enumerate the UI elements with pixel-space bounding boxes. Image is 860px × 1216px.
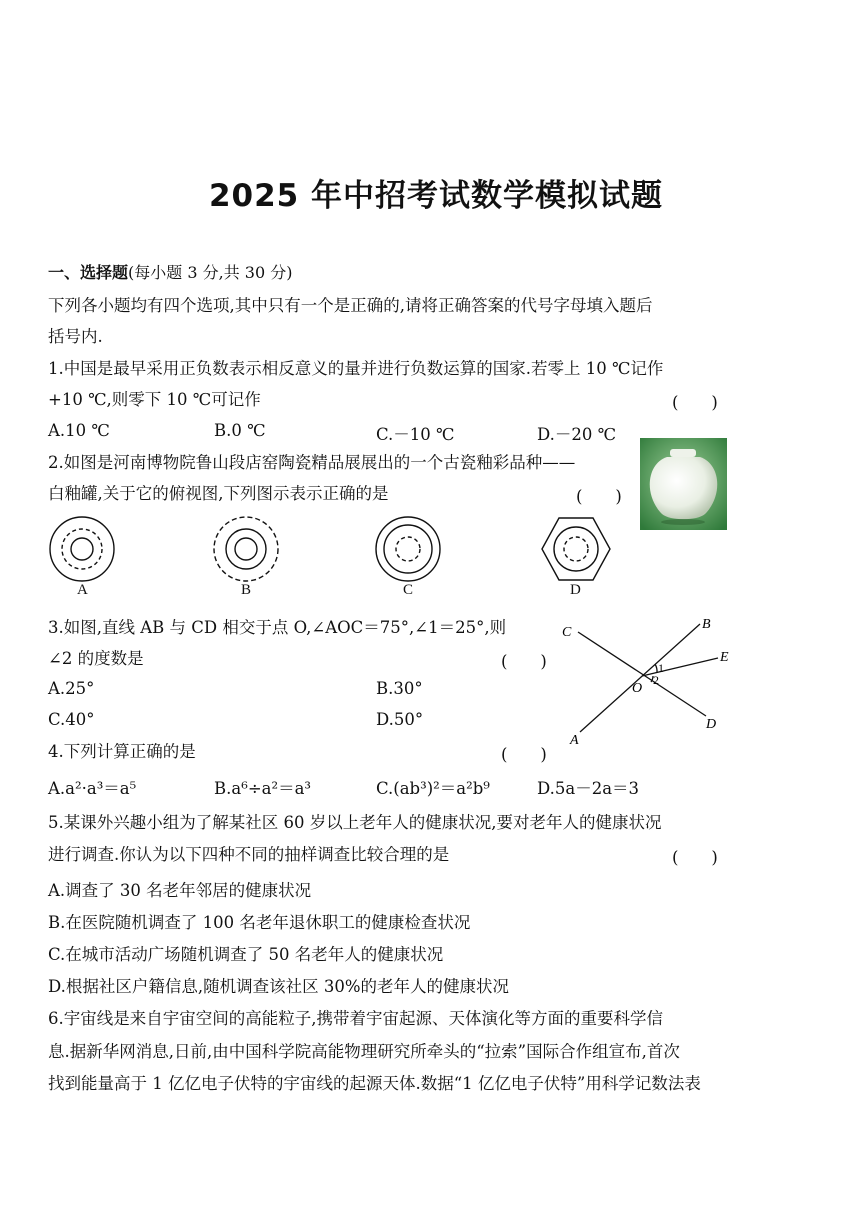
q3-intersecting-lines-figure: [558, 614, 738, 749]
q5-line-1: 5.某课外兴趣小组为了解某社区 60 岁以上老年人的健康状况,要对老年人的健康状况: [48, 813, 662, 832]
q2-label-b: B: [241, 582, 252, 598]
line-ab: [580, 624, 700, 732]
q3-option-a: A.25°: [48, 679, 95, 698]
q5-line-2: 进行调查.你认为以下四种不同的抽样调查比较合理的是: [48, 845, 450, 864]
q5-option-a: A.调查了 30 名老年邻居的健康状况: [48, 881, 312, 900]
q3-option-c: C.40°: [48, 710, 95, 729]
q4-option-b: B.a⁶÷a²＝a³: [214, 779, 312, 798]
q5-option-d: D.根据社区户籍信息,随机调查该社区 30%的老年人的健康状况: [48, 977, 510, 996]
q5-option-c: C.在城市活动广场随机调查了 50 名老年人的健康状况: [48, 945, 444, 964]
q3-option-d: D.50°: [376, 710, 424, 729]
q2-figure-a: [50, 517, 114, 581]
q3-answer-blank[interactable]: ( ): [501, 652, 547, 671]
q2-figure-c: [376, 517, 440, 581]
instruction-line-1: 下列各小题均有四个选项,其中只有一个是正确的,请将正确答案的代号字母填入题后: [48, 296, 653, 315]
q2-label-a: A: [77, 582, 88, 598]
q4-stem: 4.下列计算正确的是: [48, 742, 196, 761]
q2-label-d: D: [570, 582, 581, 598]
q1-answer-blank[interactable]: ( ): [672, 393, 718, 412]
label-b: B: [702, 617, 711, 632]
section-label: 一、选择题: [48, 263, 129, 282]
label-angle-1: 1: [658, 661, 664, 675]
label-e: E: [720, 650, 729, 665]
angle-1-arc: [655, 664, 657, 673]
q2-label-c: C: [403, 582, 414, 598]
label-d: D: [706, 717, 717, 732]
q4-option-c: C.(ab³)²＝a²b⁹: [376, 779, 490, 798]
q1-option-d: D.－20 ℃: [537, 425, 617, 444]
q1-option-b: B.0 ℃: [214, 421, 266, 440]
q5-option-b: B.在医院随机调查了 100 名老年退休职工的健康检查状况: [48, 913, 471, 932]
q1-option-a: A.10 ℃: [48, 421, 110, 440]
q6-line-1: 6.宇宙线是来自宇宙空间的高能粒子,携带着宇宙起源、天体演化等方面的重要科学信: [48, 1009, 663, 1028]
q3-line-2: ∠2 的度数是: [48, 649, 144, 668]
white-glazed-jar-photo: [640, 438, 727, 530]
q1-option-c: C.－10 ℃: [376, 425, 455, 444]
page-title: 2025 年中招考试数学模拟试题: [208, 178, 664, 214]
q6-line-2: 息.据新华网消息,日前,由中国科学院高能物理研究所牵头的“拉索”国际合作组宣布,首次: [48, 1042, 680, 1061]
q4-option-a: A.a²·a³＝a⁵: [48, 779, 137, 798]
section-note: (每小题 3 分,共 30 分): [128, 263, 293, 282]
q3-option-b: B.30°: [376, 679, 423, 698]
q1-line-2: +10 ℃,则零下 10 ℃可记作: [48, 390, 261, 409]
q2-figure-b: [214, 517, 278, 581]
q2-line-1: 2.如图是河南博物院鲁山段店窑陶瓷精品展展出的一个古瓷釉彩品种——: [48, 453, 576, 472]
section-header: [48, 262, 292, 284]
q4-answer-blank[interactable]: ( ): [501, 745, 547, 764]
instruction-line-2: 括号内.: [48, 327, 103, 346]
q6-line-3: 找到能量高于 1 亿亿电子伏特的宇宙线的起源天体.数据“1 亿亿电子伏特”用科学记数法表: [48, 1074, 701, 1093]
label-a: A: [570, 733, 579, 748]
q2-option-figures: [46, 512, 626, 600]
label-o: O: [632, 681, 643, 696]
q1-line-1: 1.中国是最早采用正负数表示相反意义的量并进行负数运算的国家.若零上 10 ℃记作: [48, 359, 664, 378]
q4-option-d: D.5a－2a＝3: [537, 779, 640, 798]
line-cd: [578, 632, 706, 716]
q2-figure-d: [542, 518, 610, 580]
q3-line-1: 3.如图,直线 AB 与 CD 相交于点 O,∠AOC＝75°,∠1＝25°,则: [48, 618, 507, 637]
label-c: C: [562, 625, 572, 640]
q2-answer-blank[interactable]: ( ): [576, 487, 622, 506]
q5-answer-blank[interactable]: ( ): [672, 848, 718, 867]
label-angle-2: 2: [653, 673, 659, 687]
q2-line-2: 白釉罐,关于它的俯视图,下列图示表示正确的是: [48, 484, 389, 503]
